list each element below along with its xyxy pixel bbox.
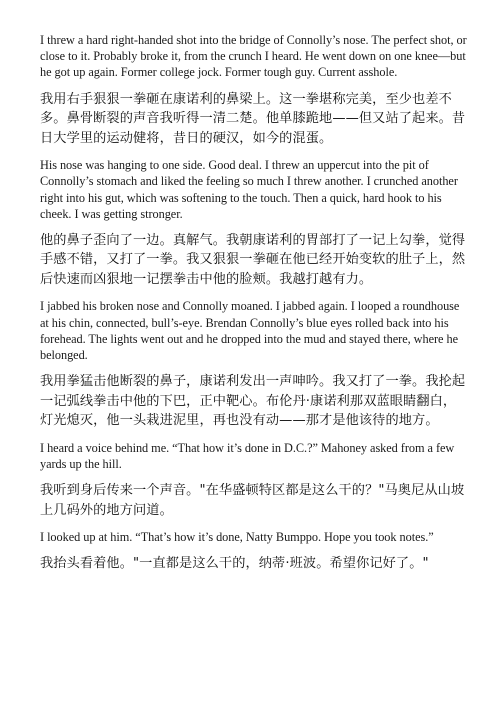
paragraph-chinese-2: 他的鼻子歪向了一边。真解气。我朝康诺利的胃部打了一记上勾拳，觉得手感不错，又打了一拳。我又狠狠一拳砸在他已经开始变软的肚子上，然后快速而凶狠地一记摆拳击中他的脸颊。我越打越有力。 (40, 232, 466, 287)
paragraph-chinese-5: 我抬头看着他。"一直都是这么干的，纳蒂·班波。希望你记好了。" (40, 556, 429, 572)
paragraph-chinese-3: 我用拳猛击他断裂的鼻子，康诺利发出一声呻吟。我又打了一拳。我抡起一记弧线拳击中他的下巴，正中靶心。布伦丹·康诺利那双蓝眼睛翻白，灯光熄灭，他一头栽进泥里，再也没有动——那才是他该待的地方。 (40, 374, 466, 429)
paragraph-english-5: I looked up at him. “That’s how it’s done, Natty Bumppo. Hope you took notes.” (40, 530, 434, 545)
document-page (40, 32, 468, 583)
paragraph-chinese-1: 我用右手狠狠一拳砸在康诺利的鼻梁上。这一拳堪称完美，至少也差不多。鼻骨断裂的声音我听得一清二楚。他单膝跪地——但又站了起来。昔日大学里的运动健将，昔日的硬汉，如今的混蛋。 (40, 91, 466, 146)
paragraph-english-1: I threw a hard right-handed shot into the bridge of Connolly’s nose. The perfect shot, or close to it. Probably broke it, from the crunch I heard. He went down on one knee—but he got up again. Former college jock. Former tough guy. Current asshole. (40, 33, 467, 80)
paragraph-english-3: I jabbed his broken nose and Connolly moaned. I jabbed again. I looped a roundhouse at his chin, connected, bull’s-eye. Brendan Connolly’s blue eyes rolled back into his forehead. The lights went out and he dropped into the mud and stayed there, where he belonged. (40, 299, 460, 363)
paragraph-english-2: His nose was hanging to one side. Good deal. I threw an uppercut into the pit of Connolly’s stomach and liked the feeling so much I threw another. I crunched another right into his gut, which was softening to the touch. Then a quick, hard hook to his cheek. I was getting stronger. (40, 158, 458, 221)
paragraph-chinese-4: 我听到身后传来一个声音。"在华盛顿特区都是这么干的？"马奥尼从山坡上几码外的地方问道。 (40, 483, 465, 518)
paragraph-english-4: I heard a voice behind me. “That how it’s done in D.C.?” Mahoney asked from a few yards up the hill. (40, 440, 455, 471)
